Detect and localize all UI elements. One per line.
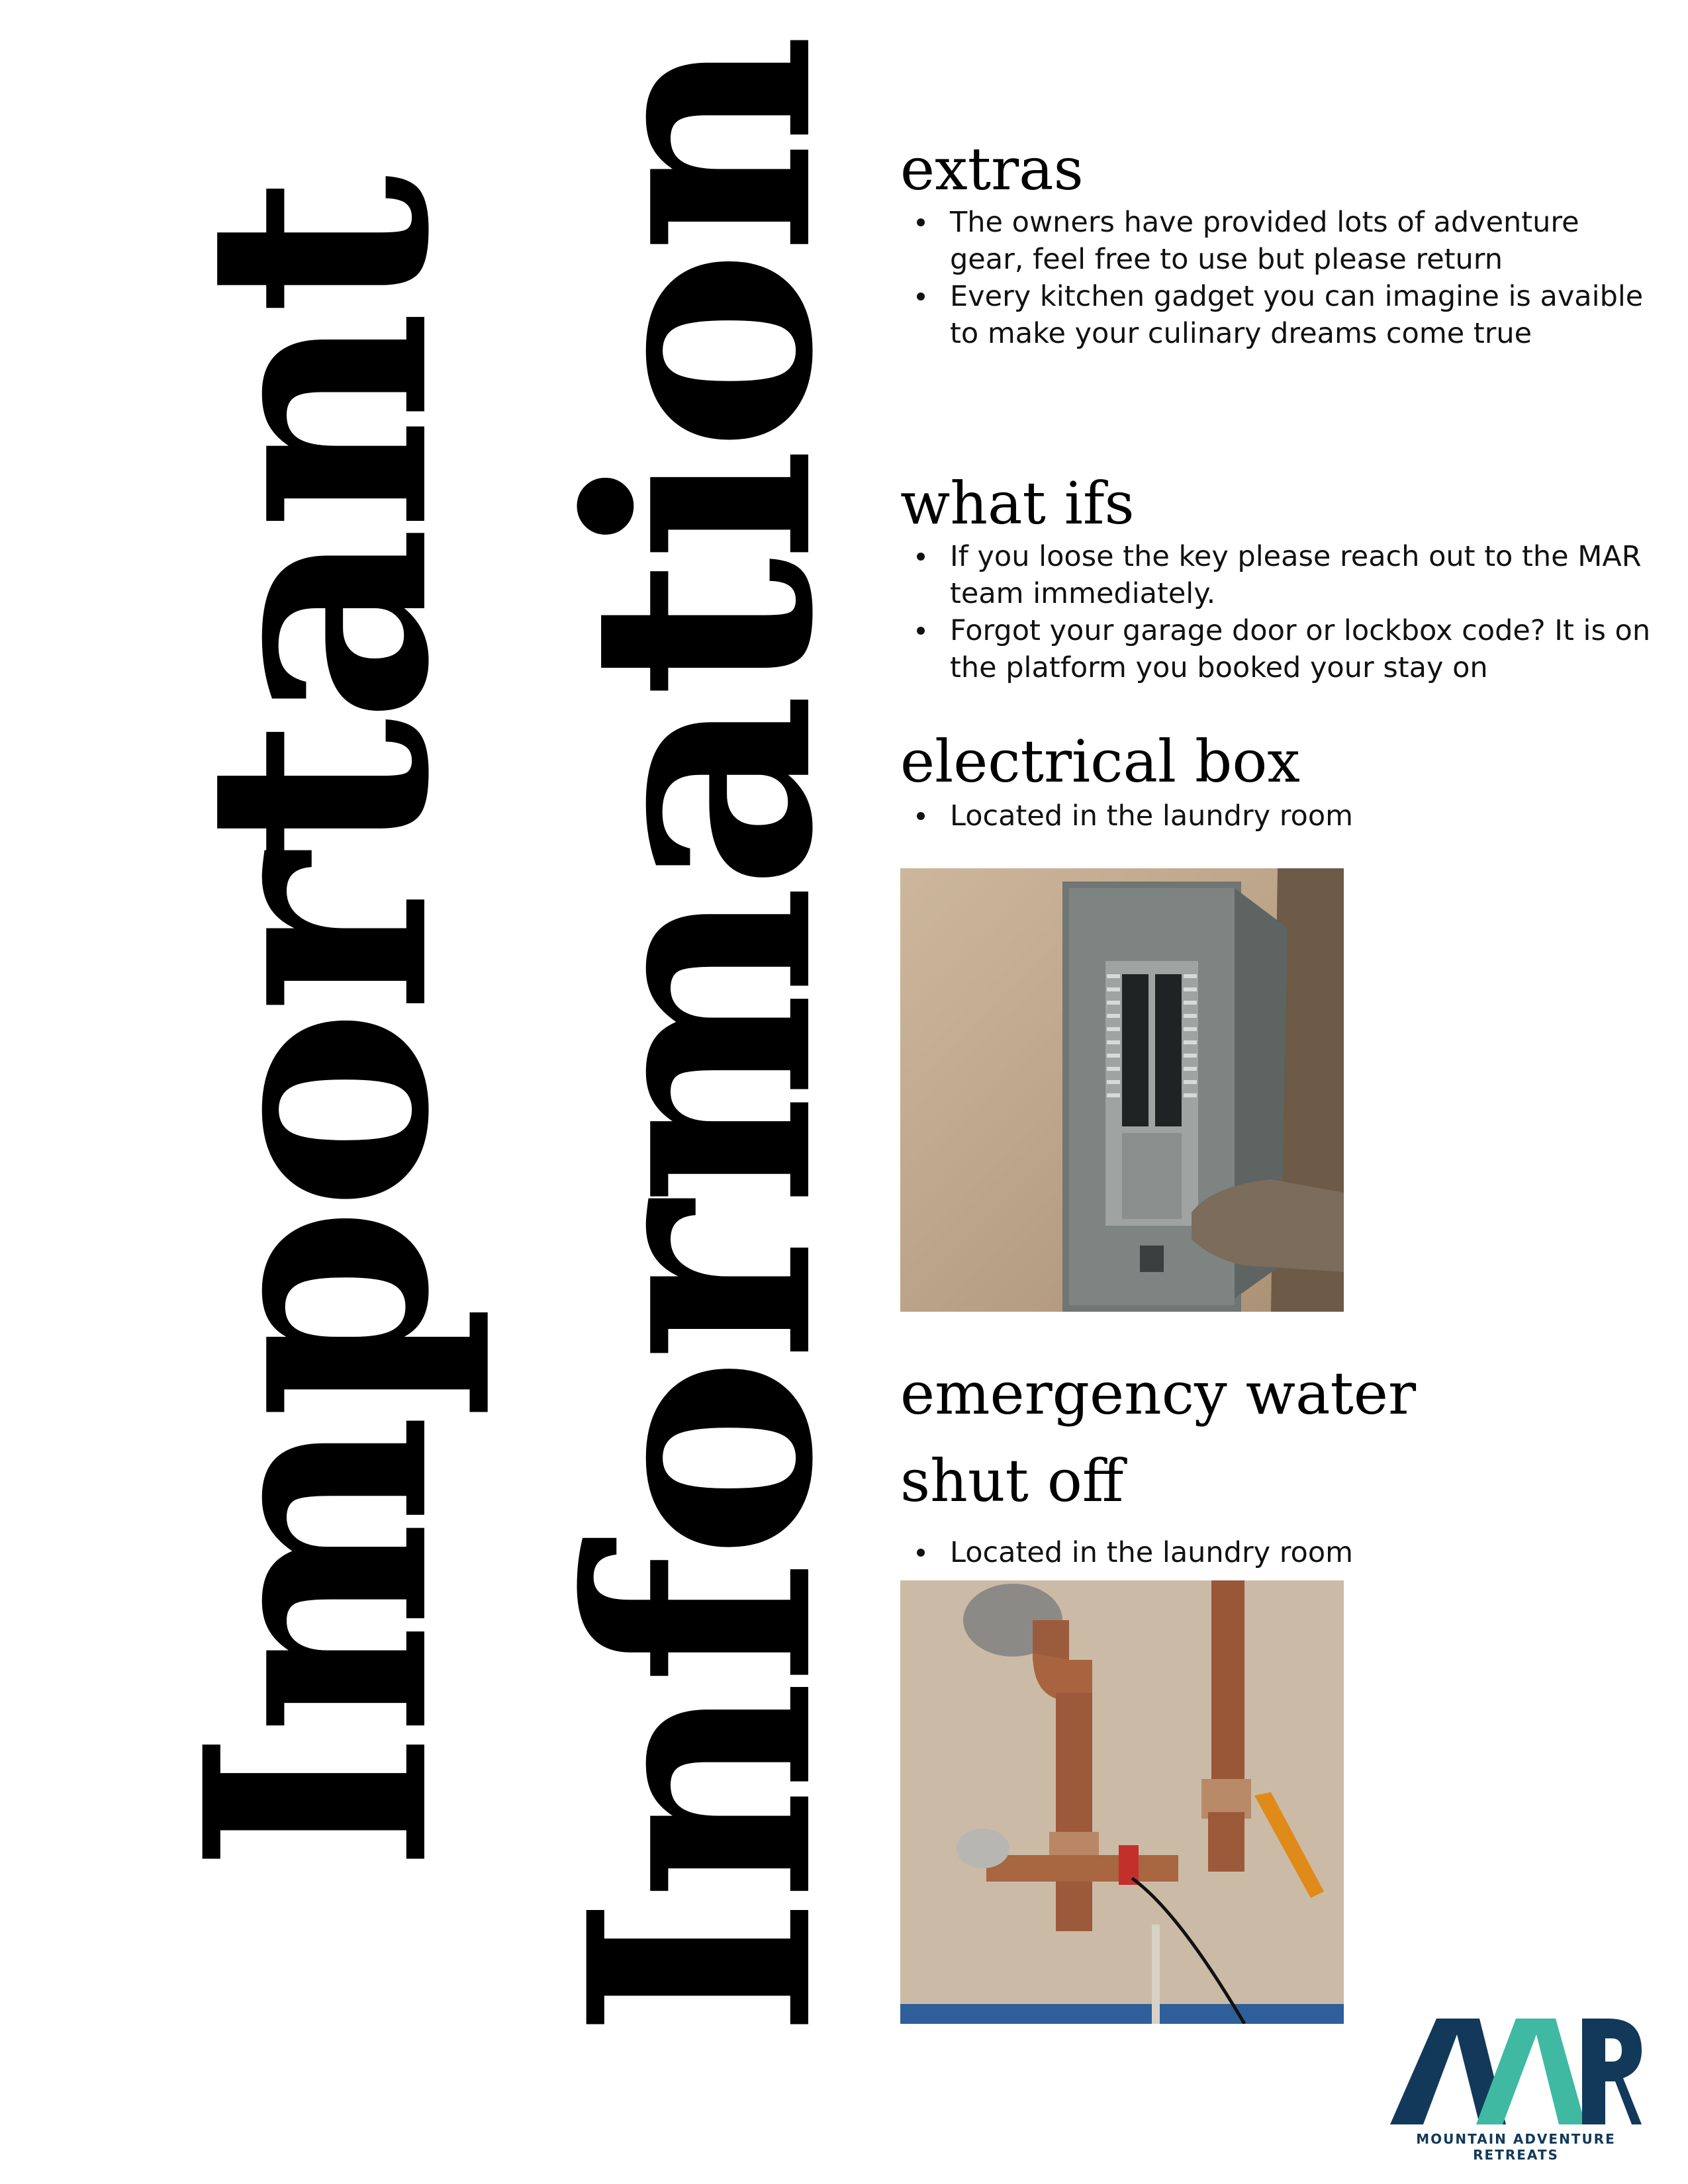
list-item: Every kitchen gadget you can imagine is avaible to make your culinary dreams come true [950,278,1652,352]
section-heading-electrical-box: electrical box [900,727,1300,796]
mar-logo [1390,1999,1642,2163]
section-heading-extras: extras [900,135,1084,203]
title-important: Important [139,179,496,1873]
title-information: Information [523,38,880,2038]
water-shutoff-photo [900,1580,1344,2024]
section-heading-emergency-water-shut-off: emergency water shut off [900,1359,1417,1515]
list-item: The owners have provided lots of adventure gear, feel free to use but please return [950,204,1652,278]
section-heading-what-ifs: what ifs [900,469,1135,537]
list-item: If you loose the key please reach out to the MAR team immediately. [950,538,1652,612]
list-item: Forgot your garage door or lockbox code? It is on the platform you booked your stay on [950,612,1652,686]
electrical-panel-photo [900,868,1344,1312]
logo-caption: MOUNTAIN ADVENTURE RETREATS [1416,2131,1616,2163]
list-item: Located in the laundry room [950,797,1652,835]
electrical-list [900,797,1652,835]
water-list [900,1534,1652,1571]
extras-list [900,204,1652,352]
list-item: Located in the laundry room [950,1534,1652,1571]
what-ifs-list [900,538,1652,686]
